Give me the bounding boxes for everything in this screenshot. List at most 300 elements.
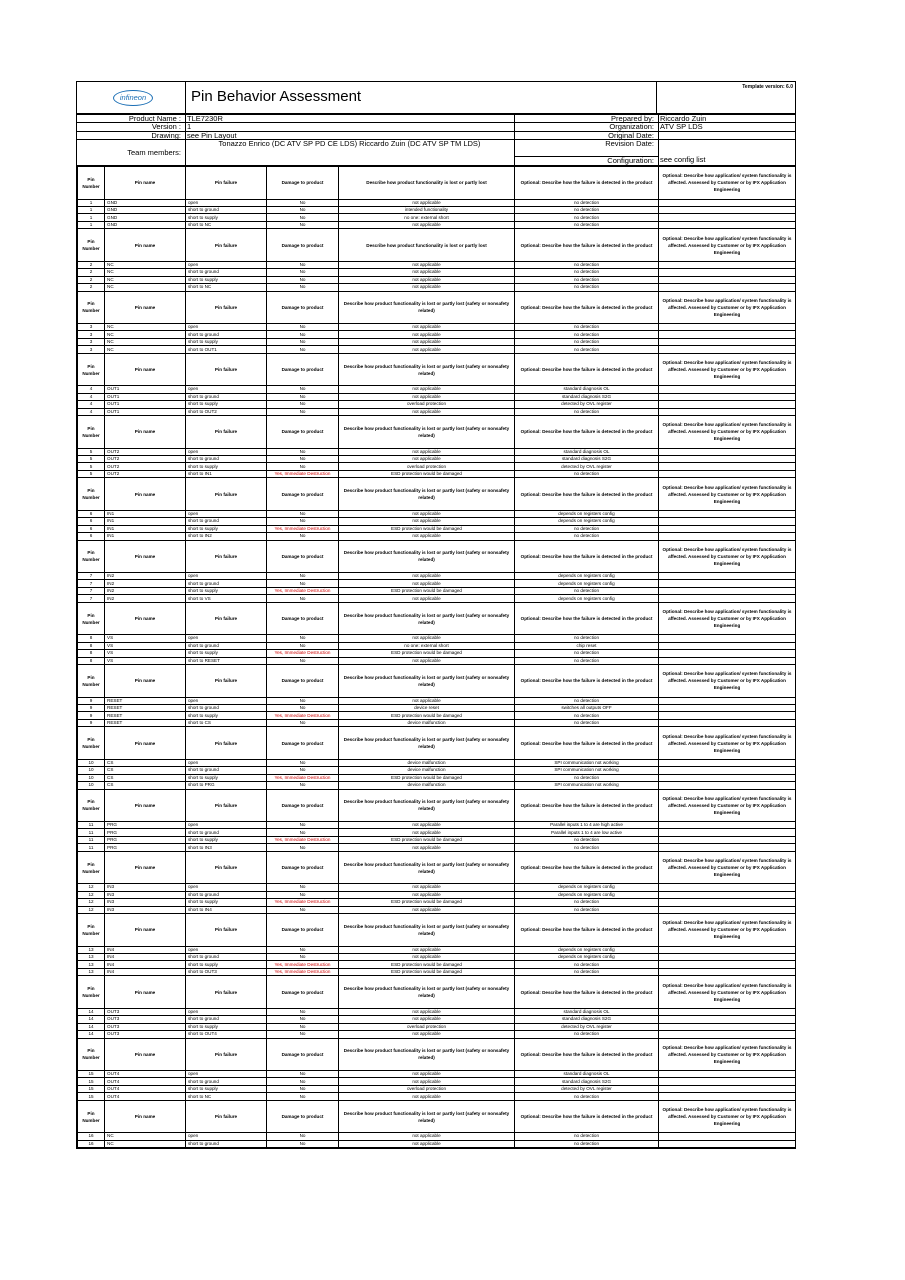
header-damage: Damage to product	[267, 976, 339, 1009]
pin-name-cell: IN2	[105, 587, 186, 594]
pin-failure-cell: short to ground	[186, 642, 267, 649]
functionality-cell: not applicable	[339, 844, 515, 851]
application-cell	[659, 1133, 796, 1140]
pin-failure-cell: short to supply	[186, 899, 267, 906]
application-cell	[659, 595, 796, 602]
header-application: Optional: Describe how application/ system functionality is affected. Assessed by Customer or by IFX Application Engineering	[659, 789, 796, 822]
damage-cell: No	[267, 1008, 339, 1015]
pin-number-cell: 15	[78, 1085, 105, 1092]
table-row	[78, 953, 796, 960]
pin-failure-cell: short to PRG	[186, 782, 267, 789]
table-row	[78, 331, 796, 338]
pin-name-cell: OUT3	[105, 1008, 186, 1015]
table-row	[78, 1031, 796, 1038]
pin-name-cell: OUT1	[105, 401, 186, 408]
table-row	[78, 1140, 796, 1147]
pin-name-cell: OUT1	[105, 408, 186, 415]
pin-number-cell: 4	[78, 386, 105, 393]
pin-name-cell: OUT4	[105, 1071, 186, 1078]
detection-cell: standard diagnosis S2G	[515, 455, 659, 462]
pin-name-cell: OUT3	[105, 1031, 186, 1038]
detection-cell: depends on registers config	[515, 953, 659, 960]
table-row	[78, 961, 796, 968]
application-cell	[659, 463, 796, 470]
damage-cell: No	[267, 844, 339, 851]
header-pin-number: Pin Number	[78, 478, 105, 511]
detection-cell: no detection	[515, 269, 659, 276]
product-name-label: Product Name :	[128, 114, 181, 123]
pin-failure-cell: open	[186, 324, 267, 331]
application-cell	[659, 206, 796, 213]
detection-cell: no detection	[515, 324, 659, 331]
pin-failure-cell: short to ground	[186, 1016, 267, 1023]
pin-table	[77, 166, 796, 1148]
pin-failure-cell: open	[186, 573, 267, 580]
header-detection: Optional: Describe how the failure is detected in the product	[515, 1100, 659, 1133]
pin-failure-cell: short to ground	[186, 455, 267, 462]
header-pin-name: Pin name	[105, 353, 186, 386]
pin-assessment-sheet	[76, 81, 796, 1149]
header-functionality: Describe how product functionality is lost or partly lost (safety or nonsafety related)	[339, 602, 515, 635]
header-pin-name: Pin name	[105, 602, 186, 635]
table-row	[78, 533, 796, 540]
functionality-cell: not applicable	[339, 1008, 515, 1015]
application-cell	[659, 1140, 796, 1147]
functionality-cell: device malfunction	[339, 767, 515, 774]
header-functionality: Describe how product functionality is lost or partly lost (safety or nonsafety related)	[339, 478, 515, 511]
pin-failure-cell: short to ground	[186, 704, 267, 711]
application-cell	[659, 580, 796, 587]
detection-cell: no detection	[515, 719, 659, 726]
detection-cell: no detection	[515, 906, 659, 913]
header-pin-name: Pin name	[105, 851, 186, 884]
table-row	[78, 448, 796, 455]
pin-number-cell: 6	[78, 533, 105, 540]
header-pin-number: Pin Number	[78, 416, 105, 449]
application-cell	[659, 1016, 796, 1023]
functionality-cell: device reset	[339, 704, 515, 711]
pin-name-cell: OUT4	[105, 1085, 186, 1092]
functionality-cell: not applicable	[339, 510, 515, 517]
pin-failure-cell: open	[186, 1071, 267, 1078]
pin-number-cell: 4	[78, 401, 105, 408]
pin-name-cell: OUT3	[105, 1023, 186, 1030]
configuration-label: Configuration:	[514, 156, 658, 165]
header-damage: Damage to product	[267, 229, 339, 262]
application-cell	[659, 261, 796, 268]
detection-cell: no detection	[515, 525, 659, 532]
table-row	[78, 1023, 796, 1030]
header-pin-failure: Pin failure	[186, 416, 267, 449]
header-pin-failure: Pin failure	[186, 353, 267, 386]
header-pin-name: Pin name	[105, 1100, 186, 1133]
pin-failure-cell: short to supply	[186, 587, 267, 594]
damage-cell: No	[267, 573, 339, 580]
column-header-row	[78, 540, 796, 573]
table-row	[78, 946, 796, 953]
pin-name-cell: CS	[105, 782, 186, 789]
damage-cell: Yes, Immediate Destruction	[267, 587, 339, 594]
pin-failure-cell: short to supply	[186, 214, 267, 221]
pin-number-cell: 10	[78, 759, 105, 766]
application-cell	[659, 953, 796, 960]
drawing-value: see Pin Layout	[187, 130, 237, 140]
damage-cell: No	[267, 635, 339, 642]
pin-name-cell: IN1	[105, 533, 186, 540]
table-row	[78, 338, 796, 345]
pin-failure-cell: short to OUT1	[186, 346, 267, 353]
damage-cell: No	[267, 284, 339, 291]
functionality-cell: ESD protection would be damaged	[339, 774, 515, 781]
detection-cell: depends on registers config	[515, 518, 659, 525]
functionality-cell: not applicable	[339, 1093, 515, 1100]
pin-number-cell: 14	[78, 1016, 105, 1023]
column-header-row	[78, 1100, 796, 1133]
detection-cell: depends on registers config	[515, 891, 659, 898]
application-cell	[659, 386, 796, 393]
application-cell	[659, 331, 796, 338]
detection-cell: standard diagnosis OL	[515, 1008, 659, 1015]
column-header-row	[78, 416, 796, 449]
table-row	[78, 408, 796, 415]
header-pin-number: Pin Number	[78, 914, 105, 947]
functionality-cell: not applicable	[339, 1140, 515, 1147]
header-pin-number: Pin Number	[78, 851, 105, 884]
application-cell	[659, 899, 796, 906]
pin-name-cell: OUT2	[105, 470, 186, 477]
functionality-cell: ESD protection would be damaged	[339, 470, 515, 477]
pin-name-cell: IN3	[105, 884, 186, 891]
pin-failure-cell: open	[186, 635, 267, 642]
functionality-cell: ESD protection would be damaged	[339, 899, 515, 906]
damage-cell: Yes, Immediate Destruction	[267, 525, 339, 532]
header-damage: Damage to product	[267, 167, 339, 200]
pin-name-cell: RESET	[105, 712, 186, 719]
detection-cell: no detection	[515, 968, 659, 975]
functionality-cell: not applicable	[339, 324, 515, 331]
column-header-row	[78, 1038, 796, 1071]
functionality-cell: not applicable	[339, 408, 515, 415]
pin-name-cell: IN2	[105, 580, 186, 587]
column-header-row	[78, 478, 796, 511]
pin-number-cell: 4	[78, 408, 105, 415]
detection-cell: no detection	[515, 635, 659, 642]
application-cell	[659, 573, 796, 580]
pin-number-cell: 12	[78, 906, 105, 913]
application-cell	[659, 829, 796, 836]
pin-failure-cell: short to NC	[186, 221, 267, 228]
table-row	[78, 221, 796, 228]
application-cell	[659, 1071, 796, 1078]
functionality-cell: not applicable	[339, 331, 515, 338]
damage-cell: No	[267, 393, 339, 400]
detection-cell: SPI communication not working	[515, 759, 659, 766]
meta-row	[77, 139, 795, 147]
table-row	[78, 269, 796, 276]
damage-cell: No	[267, 408, 339, 415]
application-cell	[659, 650, 796, 657]
detection-cell: depends on registers config	[515, 946, 659, 953]
application-cell	[659, 844, 796, 851]
detection-cell: Parallel inputs 1 to 4 are high active	[515, 822, 659, 829]
detection-cell: no detection	[515, 276, 659, 283]
pin-failure-cell: short to supply	[186, 525, 267, 532]
header-detection: Optional: Describe how the failure is detected in the product	[515, 727, 659, 760]
table-row	[78, 650, 796, 657]
header-pin-name: Pin name	[105, 914, 186, 947]
detection-cell: depends on registers config	[515, 573, 659, 580]
header-functionality: Describe how product functionality is lost or partly lost (safety or nonsafety related)	[339, 1038, 515, 1071]
damage-cell: Yes, Immediate Destruction	[267, 774, 339, 781]
detection-cell: switches all outputs OFF	[515, 704, 659, 711]
table-row	[78, 518, 796, 525]
pin-failure-cell: short to supply	[186, 276, 267, 283]
header-application: Optional: Describe how application/ system functionality is affected. Assessed by Customer or by IFX Application Engineering	[659, 291, 796, 324]
header-pin-name: Pin name	[105, 727, 186, 760]
detection-cell: depends on registers config	[515, 580, 659, 587]
pin-number-cell: 5	[78, 463, 105, 470]
functionality-cell: not applicable	[339, 346, 515, 353]
table-row	[78, 1093, 796, 1100]
table-row	[78, 284, 796, 291]
functionality-cell: not applicable	[339, 657, 515, 664]
table-row	[78, 719, 796, 726]
header-detection: Optional: Describe how the failure is detected in the product	[515, 353, 659, 386]
damage-cell: No	[267, 455, 339, 462]
detection-cell: standard diagnosis S2G	[515, 1016, 659, 1023]
pin-failure-cell: short to IN3	[186, 844, 267, 851]
table-row	[78, 968, 796, 975]
pin-failure-cell: short to IN1	[186, 470, 267, 477]
damage-cell: No	[267, 324, 339, 331]
functionality-cell: ESD protection would be damaged	[339, 961, 515, 968]
header-pin-failure: Pin failure	[186, 291, 267, 324]
header-damage: Damage to product	[267, 914, 339, 947]
column-header-row	[78, 789, 796, 822]
pin-failure-cell: open	[186, 1133, 267, 1140]
table-row	[78, 712, 796, 719]
version-value: 1	[187, 122, 192, 132]
detection-cell: SPI communication not working	[515, 782, 659, 789]
pin-name-cell: OUT1	[105, 386, 186, 393]
header-detection: Optional: Describe how the failure is detected in the product	[515, 167, 659, 200]
header-application: Optional: Describe how application/ system functionality is affected. Assessed by Customer or by IFX Application Engineering	[659, 1100, 796, 1133]
pin-name-cell: IN1	[105, 518, 186, 525]
damage-cell: No	[267, 518, 339, 525]
table-row	[78, 595, 796, 602]
table-row	[78, 463, 796, 470]
functionality-cell: not applicable	[339, 822, 515, 829]
application-cell	[659, 836, 796, 843]
damage-cell: Yes, Immediate Destruction	[267, 899, 339, 906]
damage-cell: No	[267, 580, 339, 587]
table-row	[78, 697, 796, 704]
pin-name-cell: NC	[105, 346, 186, 353]
pin-number-cell: 15	[78, 1078, 105, 1085]
pin-name-cell: OUT2	[105, 448, 186, 455]
functionality-cell: not applicable	[339, 1071, 515, 1078]
pin-failure-cell: short to supply	[186, 338, 267, 345]
table-row	[78, 206, 796, 213]
detection-cell: no detection	[515, 1140, 659, 1147]
pin-name-cell: VS	[105, 650, 186, 657]
application-cell	[659, 657, 796, 664]
header-application: Optional: Describe how application/ system functionality is affected. Assessed by Customer or by IFX Application Engineering	[659, 602, 796, 635]
pin-number-cell: 4	[78, 393, 105, 400]
header-functionality: Describe how product functionality is lost or partly lost (safety or nonsafety related)	[339, 851, 515, 884]
damage-cell: No	[267, 1016, 339, 1023]
pin-failure-cell: open	[186, 510, 267, 517]
pin-number-cell: 1	[78, 221, 105, 228]
header-pin-number: Pin Number	[78, 727, 105, 760]
pin-failure-cell: short to OUT4	[186, 1031, 267, 1038]
pin-failure-cell: short to NC	[186, 1093, 267, 1100]
damage-cell: Yes, Immediate Destruction	[267, 961, 339, 968]
header-pin-number: Pin Number	[78, 1038, 105, 1071]
detection-cell: no detection	[515, 1093, 659, 1100]
pin-name-cell: IN4	[105, 968, 186, 975]
header-functionality: Describe how product functionality is lost or partly lost	[339, 229, 515, 262]
damage-cell: No	[267, 1078, 339, 1085]
detection-cell: no detection	[515, 899, 659, 906]
pin-failure-cell: short to ground	[186, 206, 267, 213]
column-header-row	[78, 602, 796, 635]
column-header-row	[78, 167, 796, 200]
header-pin-failure: Pin failure	[186, 1100, 267, 1133]
pin-name-cell: NC	[105, 269, 186, 276]
header-application: Optional: Describe how application/ system functionality is affected. Assessed by Customer or by IFX Application Engineering	[659, 851, 796, 884]
damage-cell: No	[267, 331, 339, 338]
header-application: Optional: Describe how application/ system functionality is affected. Assessed by Customer or by IFX Application Engineering	[659, 478, 796, 511]
application-cell	[659, 759, 796, 766]
pin-name-cell: IN3	[105, 891, 186, 898]
detection-cell: no detection	[515, 221, 659, 228]
damage-cell: No	[267, 463, 339, 470]
pin-number-cell: 3	[78, 346, 105, 353]
column-header-row	[78, 976, 796, 1009]
header-pin-number: Pin Number	[78, 540, 105, 573]
table-row	[78, 844, 796, 851]
configuration-value: see config list	[660, 154, 706, 164]
detection-cell: depends on registers config	[515, 510, 659, 517]
pin-number-cell: 12	[78, 899, 105, 906]
damage-cell: No	[267, 767, 339, 774]
team-members-value: Tonazzo Enrico (DC ATV SP PD CE LDS) Riccardo Zuin (DC ATV SP TM LDS)	[218, 139, 481, 149]
table-row	[78, 573, 796, 580]
damage-cell: No	[267, 822, 339, 829]
pin-number-cell: 9	[78, 712, 105, 719]
pin-name-cell: VS	[105, 635, 186, 642]
column-header-row	[78, 914, 796, 947]
column-header-row	[78, 851, 796, 884]
detection-cell: no detection	[515, 961, 659, 968]
pin-number-cell: 11	[78, 829, 105, 836]
header-detection: Optional: Describe how the failure is detected in the product	[515, 976, 659, 1009]
header-application: Optional: Describe how application/ system functionality is affected. Assessed by Customer or by IFX Application Engineering	[659, 727, 796, 760]
pin-name-cell: OUT1	[105, 393, 186, 400]
damage-cell: No	[267, 1023, 339, 1030]
pin-name-cell: PRG	[105, 829, 186, 836]
pin-number-cell: 3	[78, 324, 105, 331]
pin-failure-cell: short to ground	[186, 1078, 267, 1085]
application-cell	[659, 968, 796, 975]
page-title: Pin Behavior Assessment	[191, 88, 362, 105]
pin-number-cell: 14	[78, 1008, 105, 1015]
pin-failure-cell: open	[186, 884, 267, 891]
detection-cell: no detection	[515, 657, 659, 664]
pin-number-cell: 5	[78, 448, 105, 455]
damage-cell: No	[267, 642, 339, 649]
header-pin-name: Pin name	[105, 1038, 186, 1071]
damage-cell: No	[267, 221, 339, 228]
detection-cell: standard diagnosis S2G	[515, 1078, 659, 1085]
header-functionality: Describe how product functionality is lost or partly lost (safety or nonsafety related)	[339, 976, 515, 1009]
damage-cell: No	[267, 448, 339, 455]
functionality-cell: not applicable	[339, 533, 515, 540]
product-name-value: TLE7230R	[187, 114, 223, 123]
functionality-cell: not applicable	[339, 946, 515, 953]
damage-cell: No	[267, 276, 339, 283]
header-pin-name: Pin name	[105, 789, 186, 822]
pin-name-cell: IN4	[105, 961, 186, 968]
pin-number-cell: 7	[78, 580, 105, 587]
pin-number-cell: 13	[78, 961, 105, 968]
pin-failure-cell: short to ground	[186, 518, 267, 525]
application-cell	[659, 822, 796, 829]
detection-cell: no detection	[515, 1133, 659, 1140]
functionality-cell: ESD protection would be damaged	[339, 836, 515, 843]
header-detection: Optional: Describe how the failure is detected in the product	[515, 229, 659, 262]
detection-cell: standard diagnosis OL	[515, 1071, 659, 1078]
pin-failure-cell: short to IN2	[186, 533, 267, 540]
table-row	[78, 1008, 796, 1015]
column-header-row	[78, 727, 796, 760]
detection-cell: detected by OVL register	[515, 1023, 659, 1030]
pin-name-cell: VS	[105, 642, 186, 649]
table-row	[78, 1078, 796, 1085]
pin-name-cell: NC	[105, 324, 186, 331]
functionality-cell: not applicable	[339, 829, 515, 836]
pin-name-cell: PRG	[105, 836, 186, 843]
damage-cell: No	[267, 214, 339, 221]
functionality-cell: not applicable	[339, 393, 515, 400]
pin-number-cell: 9	[78, 697, 105, 704]
infineon-logo: infineon	[113, 90, 153, 106]
application-cell	[659, 697, 796, 704]
application-cell	[659, 906, 796, 913]
header-detection: Optional: Describe how the failure is detected in the product	[515, 665, 659, 698]
column-header-row	[78, 291, 796, 324]
pin-failure-cell: open	[186, 822, 267, 829]
detection-cell: SPI communication not working	[515, 767, 659, 774]
damage-cell: Yes, Immediate Destruction	[267, 968, 339, 975]
functionality-cell: not applicable	[339, 635, 515, 642]
column-header-row	[78, 353, 796, 386]
application-cell	[659, 338, 796, 345]
functionality-cell: ESD protection would be damaged	[339, 587, 515, 594]
application-cell	[659, 393, 796, 400]
table-row	[78, 774, 796, 781]
application-cell	[659, 704, 796, 711]
pin-name-cell: CS	[105, 767, 186, 774]
header-pin-number: Pin Number	[78, 602, 105, 635]
header-functionality: Describe how product functionality is lost or partly lost	[339, 167, 515, 200]
functionality-cell: overload protection	[339, 401, 515, 408]
original-date-label: Original Date:	[608, 130, 654, 140]
table-row	[78, 199, 796, 206]
pin-number-cell: 15	[78, 1071, 105, 1078]
functionality-cell: device malfunction	[339, 782, 515, 789]
